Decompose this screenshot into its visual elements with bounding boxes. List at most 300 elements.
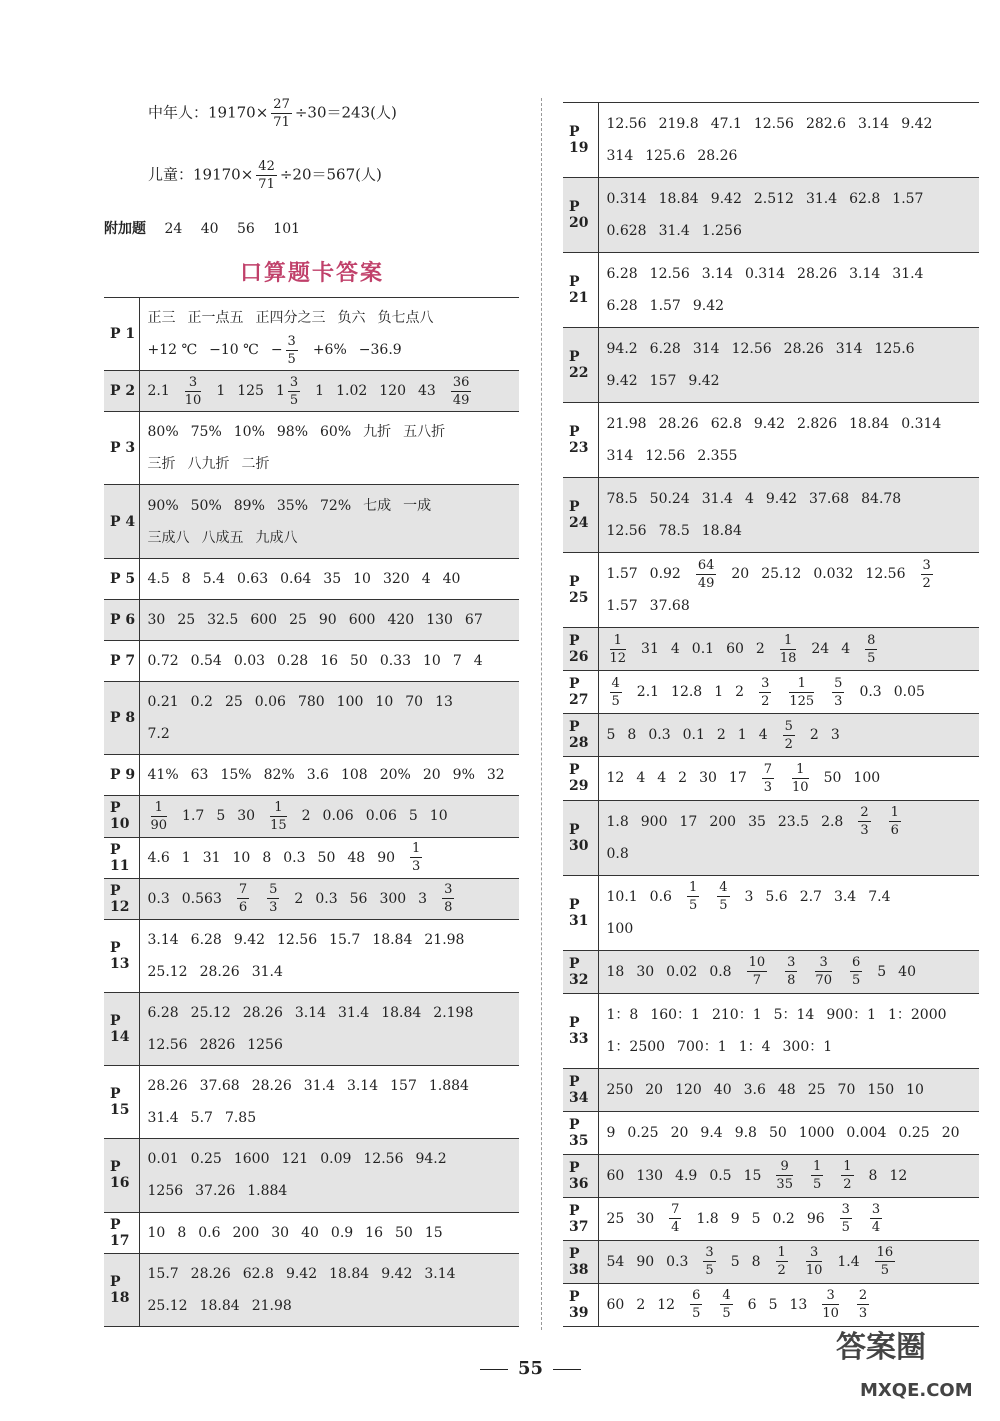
row-label: P 4 <box>104 485 139 558</box>
row-answers <box>139 878 519 919</box>
fraction <box>789 677 814 708</box>
answer-row <box>104 755 519 796</box>
answer-value: 314 <box>692 341 720 358</box>
numerator: 4 <box>719 880 728 896</box>
answer-value: 2 <box>809 727 819 744</box>
denominator: 10 <box>184 392 202 408</box>
answer-value: 780 <box>297 694 325 711</box>
row-answers <box>139 919 519 992</box>
denominator: 71 <box>258 177 275 192</box>
answer-value: 9 <box>730 1210 740 1227</box>
answer-value: 314 <box>606 148 634 165</box>
numerator: 7 <box>763 761 773 777</box>
answer-value: 28.26 <box>190 1265 231 1282</box>
answer-row <box>563 553 979 628</box>
answer-value: 100 <box>606 920 634 937</box>
answer-row <box>104 371 519 412</box>
answer-value: 60 <box>726 641 744 658</box>
answer-line <box>148 302 520 334</box>
answer-line <box>607 483 980 515</box>
answer-value: 3.14 <box>701 266 733 283</box>
answer-value: 18.84 <box>849 416 890 433</box>
answer-value: 5：14 <box>773 1006 815 1023</box>
answer-fraction <box>666 1202 684 1236</box>
numerator: 3 <box>444 882 453 898</box>
answer-value: 0.02 <box>666 963 698 980</box>
denominator: 15 <box>270 817 287 833</box>
answer-value: 35 <box>323 570 342 587</box>
answer-line <box>607 558 980 590</box>
answer-value: 4 <box>473 653 483 670</box>
answer-line <box>607 215 980 247</box>
answer-fraction <box>267 799 290 833</box>
answer-value: 1000 <box>798 1124 835 1141</box>
answer-value: 1.57 <box>606 566 638 583</box>
answer-value: 70 <box>837 1081 856 1098</box>
numerator: 64 <box>697 557 715 573</box>
answer-value: 七成 <box>363 497 392 514</box>
numerator: 6 <box>851 955 861 971</box>
answer-line <box>607 108 980 140</box>
answer-line <box>148 416 520 448</box>
answer-value: 9.42 <box>901 116 933 133</box>
row-answers <box>598 478 979 553</box>
answer-value: 1：4 <box>738 1038 771 1055</box>
row-label: P 25 <box>563 553 598 628</box>
answer-line <box>607 838 980 870</box>
numerator: 9 <box>776 1160 793 1176</box>
answer-value: 157 <box>390 1078 417 1095</box>
row-label: P 7 <box>104 640 139 681</box>
answer-value: 6.28 <box>606 298 638 315</box>
answer-value: 0.72 <box>147 653 179 670</box>
fraction <box>858 806 870 837</box>
answer-value: 1 <box>315 383 325 400</box>
answer-fraction <box>872 1245 899 1279</box>
fraction <box>865 634 877 665</box>
answer-value: 62.8 <box>849 191 881 208</box>
answer-value: 0.3 <box>648 727 671 744</box>
denominator: 70 <box>815 973 832 989</box>
answer-value: 0.628 <box>606 223 647 240</box>
answer-value: 3.14 <box>858 116 890 133</box>
answer-line <box>607 1289 980 1321</box>
answer-line <box>148 563 520 595</box>
answer-value: 90% <box>147 497 179 514</box>
answer-value: 12 <box>889 1167 908 1184</box>
answer-row <box>104 993 519 1066</box>
fraction <box>840 1203 852 1234</box>
answer-value: 1：8 <box>606 1006 639 1023</box>
answer-value: 10 <box>906 1081 924 1098</box>
answer-value: 3.14 <box>294 1005 327 1022</box>
answer-value: 1.8 <box>696 1210 719 1227</box>
answer-value: 30 <box>147 611 166 628</box>
answer-value: 八九折 <box>187 456 230 473</box>
answer-value: 25 <box>606 1210 625 1227</box>
fraction-prefix: − <box>270 342 283 359</box>
row-label: P 19 <box>563 103 598 178</box>
fraction <box>270 801 287 832</box>
answer-value: 130 <box>426 611 453 628</box>
fraction <box>792 763 809 794</box>
numerator: 3 <box>185 376 202 392</box>
fraction <box>762 763 774 794</box>
answer-value: 16 <box>320 653 339 670</box>
fraction <box>832 677 844 708</box>
answer-value: 40 <box>898 963 916 980</box>
answer-value: 125 <box>237 383 264 400</box>
row-answers <box>598 403 979 478</box>
numerator: 4 <box>722 1288 731 1304</box>
answer-value: 62.8 <box>242 1265 274 1282</box>
row-answers <box>139 1066 519 1139</box>
answer-value: 12.56 <box>753 116 794 133</box>
row-label: P 14 <box>104 993 139 1066</box>
answer-value: 5.6 <box>765 888 788 905</box>
answer-value: 9% <box>452 767 475 784</box>
row-label: P 8 <box>104 682 139 755</box>
answer-value: 2 <box>735 684 745 701</box>
answer-value: 23.5 <box>777 813 810 830</box>
denominator: 5 <box>880 1263 890 1279</box>
answer-value: 1.884 <box>428 1078 469 1095</box>
answer-value: 40 <box>301 1224 319 1241</box>
answer-value: 50% <box>190 497 222 514</box>
answer-value: 20 <box>670 1124 689 1141</box>
answer-value: 41% <box>147 767 179 784</box>
answer-value: 9.42 <box>606 373 638 390</box>
row-label: P 1 <box>104 298 139 371</box>
answer-value: 0.314 <box>606 191 647 208</box>
answer-line <box>148 718 520 750</box>
answer-value: 1 <box>181 849 191 866</box>
answer-value: 31.4 <box>147 1110 179 1127</box>
numerator: 3 <box>761 675 770 691</box>
row-answers <box>139 412 519 485</box>
numerator: 2 <box>860 805 869 821</box>
fraction <box>841 1160 853 1191</box>
answer-row <box>563 628 979 671</box>
section-title: 口算题卡答案 <box>240 261 385 286</box>
answer-line <box>148 1143 520 1175</box>
row-label: P 22 <box>563 328 598 403</box>
denominator: 5 <box>611 693 620 709</box>
answer-value: 25 <box>807 1081 826 1098</box>
answer-value: 8 <box>751 1253 761 1270</box>
denominator: 2 <box>922 575 931 591</box>
denominator: 125 <box>789 693 815 709</box>
numerator: 2 <box>858 1288 868 1304</box>
answer-value: 1：2500 <box>606 1038 666 1055</box>
numerator: 7 <box>671 1202 680 1218</box>
answer-fraction <box>448 374 475 408</box>
answer-value: 1 <box>737 727 747 744</box>
denominator: 5 <box>841 1220 850 1236</box>
row-answers <box>598 993 979 1068</box>
answer-value: 7.85 <box>224 1110 257 1127</box>
row-answers <box>598 178 979 253</box>
answer-value: 1.256 <box>701 223 742 240</box>
row-label: P 2 <box>104 371 139 412</box>
denominator: 5 <box>688 898 698 914</box>
answer-value: 60% <box>320 424 352 441</box>
numerator: 1 <box>843 1159 852 1175</box>
answer-value: 96 <box>806 1210 825 1227</box>
answer-value: 10 <box>147 1224 166 1241</box>
answer-fraction <box>847 955 865 989</box>
answer-fraction <box>759 761 777 795</box>
answer-row <box>563 1111 979 1154</box>
answer-value: 2.355 <box>697 448 738 465</box>
answer-value: 0.25 <box>190 1151 222 1168</box>
answer-value: 40 <box>442 570 461 587</box>
answer-value: 54 <box>606 1253 625 1270</box>
answer-value: 0.3 <box>859 684 882 701</box>
answer-value: 7 <box>452 653 462 670</box>
fraction <box>720 1289 732 1320</box>
answer-value: 84.78 <box>861 491 902 508</box>
answer-value: 二折 <box>241 456 270 473</box>
answer-value: 90 <box>318 611 337 628</box>
answer-fraction <box>803 1245 826 1279</box>
answer-value: 31.4 <box>805 191 838 208</box>
answer-value: 6 <box>747 1296 757 1313</box>
answer-value: 3.6 <box>306 767 329 784</box>
column-divider <box>541 98 542 1330</box>
answer-fraction <box>918 557 936 591</box>
answer-value: 78.5 <box>658 523 690 540</box>
numerator: 3 <box>822 1289 839 1305</box>
answer-value: 0.64 <box>280 570 312 587</box>
answer-value: 20 <box>422 767 441 784</box>
answer-fraction <box>837 1202 855 1236</box>
numerator: 6 <box>692 1288 701 1304</box>
answer-value: 18.84 <box>372 931 413 948</box>
answer-value: 32 <box>486 767 505 784</box>
row-answers <box>139 371 519 412</box>
answer-line <box>148 1217 520 1249</box>
answer-value: 37.68 <box>199 1078 240 1095</box>
answer-value: 13 <box>435 694 453 711</box>
answer-line <box>607 365 980 397</box>
row-answers <box>598 328 979 403</box>
answer-value: 8 <box>177 1224 187 1241</box>
answer-value: 5 <box>730 1253 740 1270</box>
answer-line <box>607 762 980 794</box>
answer-row <box>563 714 979 757</box>
answer-value: 28.26 <box>658 416 699 433</box>
fraction <box>610 677 622 708</box>
answer-line <box>148 1070 520 1102</box>
answer-fraction <box>714 880 732 914</box>
numerator: 8 <box>867 632 876 648</box>
answer-value: 80% <box>147 424 179 441</box>
row-answers <box>139 837 519 878</box>
answer-fraction <box>867 1202 885 1236</box>
answer-value: 72% <box>320 497 352 514</box>
answer-value: 0.314 <box>744 266 786 283</box>
row-answers <box>139 485 519 558</box>
answer-fraction <box>862 632 880 666</box>
answer-value: 12.56 <box>645 448 686 465</box>
answer-value: 43 <box>418 383 436 400</box>
answer-value: 210：1 <box>711 1006 762 1023</box>
answer-line <box>607 333 980 365</box>
answer-fraction <box>607 675 625 709</box>
answer-value: 3.14 <box>424 1265 456 1282</box>
row-label: P 11 <box>104 837 139 878</box>
answer-line <box>148 1290 520 1322</box>
answer-line <box>607 140 980 172</box>
answer-line <box>607 290 980 322</box>
answer-value: 2.198 <box>433 1005 474 1022</box>
answer-value: 12 <box>606 770 625 787</box>
answer-value: 4 <box>636 770 646 787</box>
answer-value: 28.26 <box>783 341 824 358</box>
answer-line <box>148 1102 520 1134</box>
answer-fraction <box>773 1245 791 1279</box>
answer-row <box>104 796 519 837</box>
answer-value: 25.12 <box>761 566 802 583</box>
answer-fraction <box>819 1288 842 1322</box>
answer-value: 10 <box>353 570 371 587</box>
row-answers <box>598 628 979 671</box>
answer-line <box>607 590 980 622</box>
answer-fraction <box>829 675 847 709</box>
answer-value: 100 <box>336 694 364 711</box>
answer-value: 60 <box>606 1167 625 1184</box>
numerator: 3 <box>815 956 832 972</box>
row-label: P 17 <box>104 1212 139 1253</box>
denominator: 18 <box>779 650 797 666</box>
answer-value: 五八折 <box>403 424 446 441</box>
answer-value: 1.57 <box>649 298 681 315</box>
answer-value: 2.826 <box>797 416 838 433</box>
answer-value: 89% <box>233 497 265 514</box>
answer-value: +6% <box>312 342 347 359</box>
answer-value: 200 <box>232 1224 260 1241</box>
row-label: P 24 <box>563 478 598 553</box>
answer-row <box>563 993 979 1068</box>
row-label: P 35 <box>563 1111 598 1154</box>
answer-value: 2 <box>755 641 765 658</box>
answer-value: 1：2000 <box>887 1006 947 1023</box>
answer-value: 8 <box>181 570 191 587</box>
answer-value: 121 <box>281 1151 309 1168</box>
answer-row <box>563 950 979 993</box>
answer-value: 300 <box>379 890 407 907</box>
answer-value: 1.57 <box>892 191 924 208</box>
fraction <box>850 956 862 987</box>
answer-value: 3.14 <box>147 931 179 948</box>
watermark-logo: 答案圈 <box>836 1330 926 1365</box>
answer-value: 0.3 <box>283 849 306 866</box>
row-answers <box>598 1068 979 1111</box>
numerator: 1 <box>792 763 809 779</box>
answer-value: 20 <box>731 566 750 583</box>
answer-value: 9.42 <box>688 373 720 390</box>
answer-value: 31.4 <box>658 223 690 240</box>
answer-line <box>607 183 980 215</box>
answer-value: 20 <box>645 1081 664 1098</box>
denominator: 71 <box>273 115 290 130</box>
answer-value: 0.6 <box>649 888 672 905</box>
row-label: P 33 <box>563 993 598 1068</box>
numerator: 36 <box>452 374 470 390</box>
answer-fraction <box>756 675 774 709</box>
answer-fraction <box>270 333 301 367</box>
answer-value: 120 <box>379 383 406 400</box>
answer-value: 负六 <box>337 310 366 327</box>
answer-line <box>607 1031 980 1063</box>
answer-value: 0.06 <box>322 808 354 825</box>
answer-value: 一成 <box>403 497 432 514</box>
answer-line <box>607 881 980 913</box>
answer-value: 75% <box>190 424 222 441</box>
row-answers <box>598 950 979 993</box>
answer-value: 负七点八 <box>377 310 434 327</box>
denominator: 5 <box>722 1306 731 1322</box>
answer-value: 30 <box>636 963 655 980</box>
answer-value: 420 <box>387 611 415 628</box>
denominator: 3 <box>860 823 869 839</box>
answer-value: 50.24 <box>649 491 690 508</box>
answer-row <box>104 682 519 755</box>
answer-value: 5 <box>606 727 616 744</box>
answer-fraction <box>808 1159 826 1193</box>
answer-value: 2 <box>678 770 688 787</box>
answer-line <box>607 515 980 547</box>
answer-value: 0.314 <box>901 416 942 433</box>
answer-value: 9.42 <box>233 931 266 948</box>
answer-value: 0.21 <box>147 694 179 711</box>
answer-fraction <box>687 1288 705 1322</box>
answer-value: 17 <box>728 770 747 787</box>
answer-line <box>148 997 520 1029</box>
denominator: 2 <box>761 693 770 709</box>
answer-value: 48 <box>777 1081 796 1098</box>
answer-line <box>607 999 980 1031</box>
answer-value: 0.06 <box>365 808 397 825</box>
row-answers <box>598 1111 979 1154</box>
answer-fraction <box>812 955 835 989</box>
answer-line <box>607 1074 980 1106</box>
row-answers <box>139 558 519 599</box>
answer-value: 2.512 <box>753 191 794 208</box>
answer-value: 28.26 <box>147 1078 188 1095</box>
answer-value: 28.26 <box>242 1005 283 1022</box>
row-answers <box>139 298 519 371</box>
fraction <box>687 881 699 912</box>
answer-line <box>148 686 520 718</box>
answer-value: 98% <box>276 424 308 441</box>
numerator: 1 <box>270 801 287 817</box>
answer-value: 2.8 <box>821 813 844 830</box>
answer-line <box>607 956 980 988</box>
denominator: 49 <box>452 392 470 408</box>
row-label: P 39 <box>563 1283 598 1326</box>
numerator: 3 <box>841 1202 850 1218</box>
answer-value: 21.98 <box>251 1297 292 1314</box>
answer-value: 0.01 <box>147 1151 179 1168</box>
answer-line <box>607 440 980 472</box>
answer-fraction <box>773 1159 796 1193</box>
answer-value: 12.8 <box>671 684 703 701</box>
answer-value: 37.68 <box>649 598 690 615</box>
fraction <box>889 806 901 837</box>
row-answers <box>139 1253 519 1326</box>
